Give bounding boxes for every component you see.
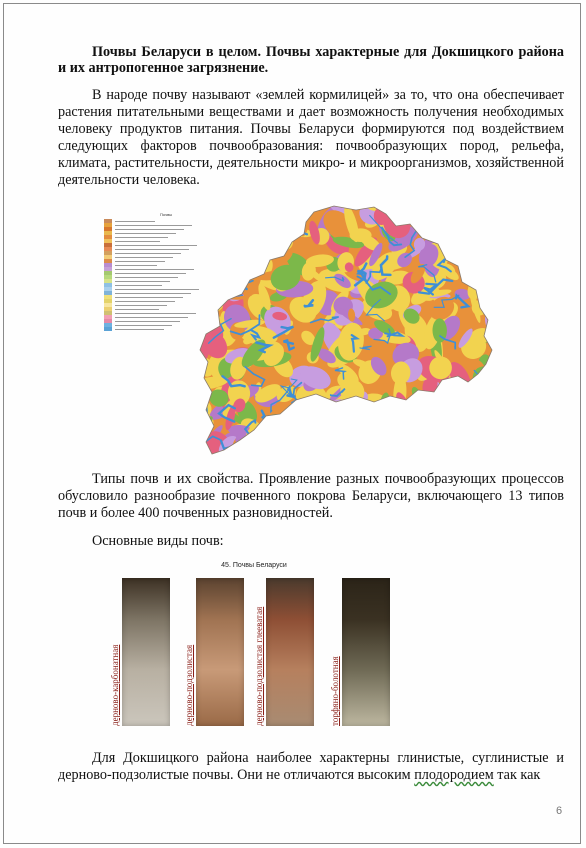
soil-patch [454, 222, 488, 246]
soil-patch [377, 442, 411, 466]
soil-patch [382, 418, 407, 445]
legend-text-line [115, 317, 188, 318]
river-marsh-line [381, 425, 398, 437]
soil-patch [357, 426, 400, 465]
soil-patch [478, 429, 494, 447]
legend-text-line [115, 281, 170, 282]
river-marsh-line [196, 416, 209, 427]
soil-patch [211, 254, 224, 271]
soil-figure-title: 45. Почвы Беларуси [221, 562, 287, 569]
legend-text-line [115, 241, 160, 242]
soil-patch [221, 238, 236, 253]
soil-patch [479, 434, 496, 464]
legend-text-line [115, 269, 194, 270]
soil-patch [196, 249, 218, 270]
legend-text-line [115, 253, 181, 254]
soil-patch [412, 204, 438, 223]
soil-patch [196, 320, 203, 343]
soil-profile-column [342, 578, 390, 726]
dokshitsy-paragraph [58, 750, 564, 784]
page-number: 6 [556, 805, 563, 817]
soil-patch [450, 383, 475, 412]
intro-paragraph: В народе почву называют «землей кормилицей» за то, что она обеспечивает растения питательными веществами и дает возможность получения необходимых человеку продуктов питания. Почвы Беларуси формируются под воздействием следующих факторов почвообразования: почвообразующих пород, рельефа, климата, растительности, деятельности микро- и микроорганизмов, хозяйственной деятельности человека. [58, 87, 564, 188]
river-marsh-line [425, 214, 436, 225]
river-marsh-line [288, 417, 295, 443]
soil-patch [482, 244, 495, 256]
soil-patch [289, 442, 311, 466]
soil-patch [342, 421, 358, 460]
soil-patch [447, 436, 478, 466]
soil-patch [213, 215, 228, 228]
soil-patch [473, 388, 496, 410]
soil-patch [393, 204, 417, 227]
legend-row [104, 327, 192, 331]
map-legend [98, 212, 198, 332]
soil-patch [369, 428, 385, 446]
belarus-soil-map [196, 204, 496, 466]
legend-text-line [115, 309, 159, 310]
soil-patch [259, 204, 291, 229]
soil-patch [213, 206, 234, 240]
soil-patch [483, 251, 496, 272]
soil-patch [239, 204, 261, 210]
main-soils-label: Основные виды почв: [92, 533, 224, 549]
soil-patch [230, 238, 245, 255]
legend-text-line [115, 237, 168, 238]
river-marsh-line [485, 288, 496, 305]
soil-patch [415, 427, 449, 461]
soil-patch [328, 420, 365, 439]
soil-patch [460, 204, 488, 231]
soil-patch [261, 231, 281, 255]
soil-patch [221, 281, 239, 298]
soil-patch [232, 216, 257, 242]
river-marsh-line [266, 245, 271, 257]
legend-text-line [115, 297, 183, 298]
section-heading: Почвы Беларуси в целом. Почвы характерные для Докшицкого района и их антропогенное загрязнение. [58, 44, 564, 76]
soil-patch [196, 204, 223, 235]
river-marsh-line [324, 437, 341, 443]
soil-patch [379, 399, 411, 424]
paragraph-text: Для Докшицкого района наиболее характерны глинистые, суглинистые и дерново-подзолистые почвы. Они не отличаются высоким [58, 750, 564, 783]
river-marsh-line [422, 206, 432, 230]
legend-text-line [115, 221, 155, 222]
soil-patch [435, 412, 459, 437]
legend-text-line [115, 249, 189, 250]
soil-patch [445, 419, 469, 453]
legend-text-line [115, 329, 164, 330]
legend-text-line [115, 245, 197, 246]
soil-patch [409, 433, 436, 459]
soil-patch [222, 210, 246, 229]
soil-patch [196, 239, 211, 266]
soil-patch [304, 440, 319, 459]
river-marsh-line [453, 385, 470, 416]
soil-patch [422, 207, 452, 230]
soil-patch [266, 219, 278, 241]
soil-patch [420, 390, 450, 423]
legend-text-line [115, 313, 196, 314]
soil-patch [234, 211, 248, 225]
soil-profile-column [266, 578, 314, 726]
soil-patch [472, 409, 494, 431]
soil-patch [460, 405, 476, 423]
soil-patch [439, 204, 463, 224]
soil-patch [196, 284, 209, 301]
soil-patch [269, 204, 285, 211]
soil-patch [335, 451, 363, 466]
soil-patch [407, 398, 435, 421]
soil-patch [210, 273, 234, 295]
soil-map-figure [98, 204, 496, 466]
soil-patch [196, 234, 217, 261]
soil-patch [318, 420, 349, 444]
soil-patch [438, 425, 467, 454]
soil-patch [230, 205, 254, 221]
soil-patch [460, 406, 495, 426]
soil-patch [448, 412, 459, 419]
river-marsh-line [228, 237, 249, 251]
soil-patch [485, 374, 496, 405]
river-marsh-line [196, 241, 208, 252]
soil-patch [418, 425, 454, 462]
map-legend-title: Почвы [160, 212, 173, 217]
soil-patch [380, 439, 399, 461]
legend-text-line [115, 225, 192, 226]
river-marsh-line [289, 424, 305, 431]
river-marsh-line [310, 453, 320, 466]
soil-patch [196, 275, 222, 320]
river-marsh-line [236, 225, 247, 238]
soil-patch [396, 454, 422, 466]
river-marsh-line [385, 333, 402, 337]
soil-profile-label: дерново-подзолистая [184, 644, 194, 726]
legend-text-line [115, 325, 172, 326]
soil-patch [217, 231, 255, 272]
soil-patch [413, 216, 434, 228]
legend-text-line [115, 265, 157, 266]
soil-patch [332, 400, 354, 425]
soil-patch [477, 221, 496, 234]
soil-patch [286, 432, 308, 454]
river-marsh-line [464, 424, 483, 443]
soil-patch [211, 227, 226, 239]
soil-patch [339, 446, 356, 463]
soil-patch [477, 416, 496, 439]
soil-patch [342, 453, 367, 466]
soil-patch [225, 204, 268, 224]
soil-patch [480, 208, 496, 243]
soil-patch [303, 409, 317, 423]
soil-patch [386, 443, 408, 459]
soil-patch [417, 435, 441, 454]
paragraph-text-end: так как [493, 767, 541, 783]
soil-patch [319, 444, 348, 451]
river-marsh-line [266, 422, 277, 449]
soil-profile-label: дерново-карбонатная [110, 644, 120, 726]
soil-patch [261, 240, 276, 256]
soil-patch [304, 396, 330, 426]
soil-patch [430, 209, 463, 222]
legend-text-line [115, 257, 173, 258]
river-marsh-line [212, 250, 247, 261]
soil-patch [240, 433, 261, 466]
soil-patch [480, 204, 496, 217]
soil-profile-label: торфяно-болотная [330, 656, 340, 726]
soil-patch [391, 437, 406, 459]
legend-text-line [115, 285, 162, 286]
soil-patch [223, 204, 264, 229]
soil-patch [210, 251, 233, 268]
soil-patch [432, 449, 454, 466]
soil-profile-column [196, 578, 244, 726]
soil-patch [264, 437, 291, 466]
soil-patch [229, 204, 253, 218]
legend-text-line [115, 301, 175, 302]
soil-patch [220, 231, 250, 258]
legend-text-line [115, 273, 186, 274]
soil-patch [206, 273, 225, 300]
soil-patch [268, 426, 293, 438]
legend-text-line [115, 277, 178, 278]
soil-patch [196, 447, 211, 466]
soil-patch [469, 248, 496, 290]
soil-patch [407, 416, 424, 431]
soil-patch [227, 204, 267, 233]
soil-patch [218, 204, 253, 227]
legend-text-line [115, 261, 165, 262]
soil-patch [204, 259, 223, 284]
soil-profile-label: дерново-подзолистая глееватая [254, 606, 264, 726]
soil-patch [465, 251, 496, 282]
legend-text-line [115, 289, 199, 290]
soil-patch [391, 435, 414, 460]
soil-patch [200, 204, 228, 231]
soil-patch [427, 429, 434, 440]
river-marsh-line [480, 286, 495, 307]
soil-patch [469, 447, 484, 466]
river-marsh-line [427, 461, 447, 466]
soil-patch [196, 271, 212, 303]
soil-patch [320, 437, 354, 465]
soil-patch [470, 204, 492, 214]
soil-patch [299, 422, 332, 444]
river-marsh-line [491, 285, 496, 299]
soil-patch [231, 235, 253, 250]
soil-patch [437, 441, 460, 466]
river-marsh-line [460, 431, 478, 442]
soil-patch [217, 204, 251, 226]
soil-patch [326, 439, 341, 466]
soil-patch [433, 393, 451, 417]
soil-patch [196, 238, 220, 271]
soil-patch [280, 204, 301, 235]
soil-profiles-figure [110, 562, 390, 740]
legend-text-line [115, 233, 176, 234]
soil-types-paragraph: Типы почв и их свойства. Проявление разных почвообразующих процессов обусловило разнообразие почвенного покрова Беларуси, включающего 13 типов почв и более 400 почвенных разновидностей. [58, 471, 564, 521]
soil-patch [325, 423, 343, 438]
soil-patch [419, 399, 437, 417]
soil-patch [475, 204, 496, 227]
soil-patch [196, 210, 214, 236]
soil-patch [468, 427, 492, 454]
soil-patch [397, 424, 424, 443]
soil-patch [213, 234, 231, 260]
soil-patch [363, 416, 401, 440]
soil-patch [224, 244, 247, 269]
soil-patch [219, 241, 239, 274]
soil-patch [292, 443, 316, 466]
river-marsh-line [196, 397, 207, 413]
soil-patch [285, 421, 317, 448]
soil-profile-column [122, 578, 170, 726]
soil-patch [322, 402, 357, 436]
soil-patch [226, 258, 253, 278]
soil-patch [430, 397, 446, 414]
soil-patch [215, 204, 240, 221]
soil-patch [473, 238, 496, 252]
soil-patch [335, 395, 372, 436]
legend-swatch [104, 327, 112, 331]
spellcheck-word: плодородием [414, 767, 494, 783]
soil-patch [307, 452, 346, 466]
legend-text-line [115, 305, 167, 306]
river-marsh-line [480, 449, 492, 454]
soil-patch [293, 413, 318, 429]
soil-patch [424, 449, 460, 466]
legend-text-line [115, 229, 184, 230]
legend-text-line [115, 293, 191, 294]
soil-patch [360, 437, 374, 449]
soil-patch [196, 204, 230, 239]
river-marsh-line [483, 387, 493, 398]
soil-patch [424, 214, 436, 226]
soil-patch [233, 235, 254, 252]
soil-patch [196, 287, 213, 309]
soil-patch [335, 434, 357, 464]
soil-patch [221, 272, 238, 293]
soil-patch [233, 244, 249, 258]
soil-patch [461, 444, 484, 466]
soil-patch [204, 204, 237, 225]
soil-patch [196, 423, 203, 447]
legend-text-line [115, 321, 180, 322]
soil-patch [284, 205, 306, 218]
soil-patch [470, 395, 496, 432]
soil-patch [210, 212, 246, 229]
soil-patch [458, 220, 475, 243]
